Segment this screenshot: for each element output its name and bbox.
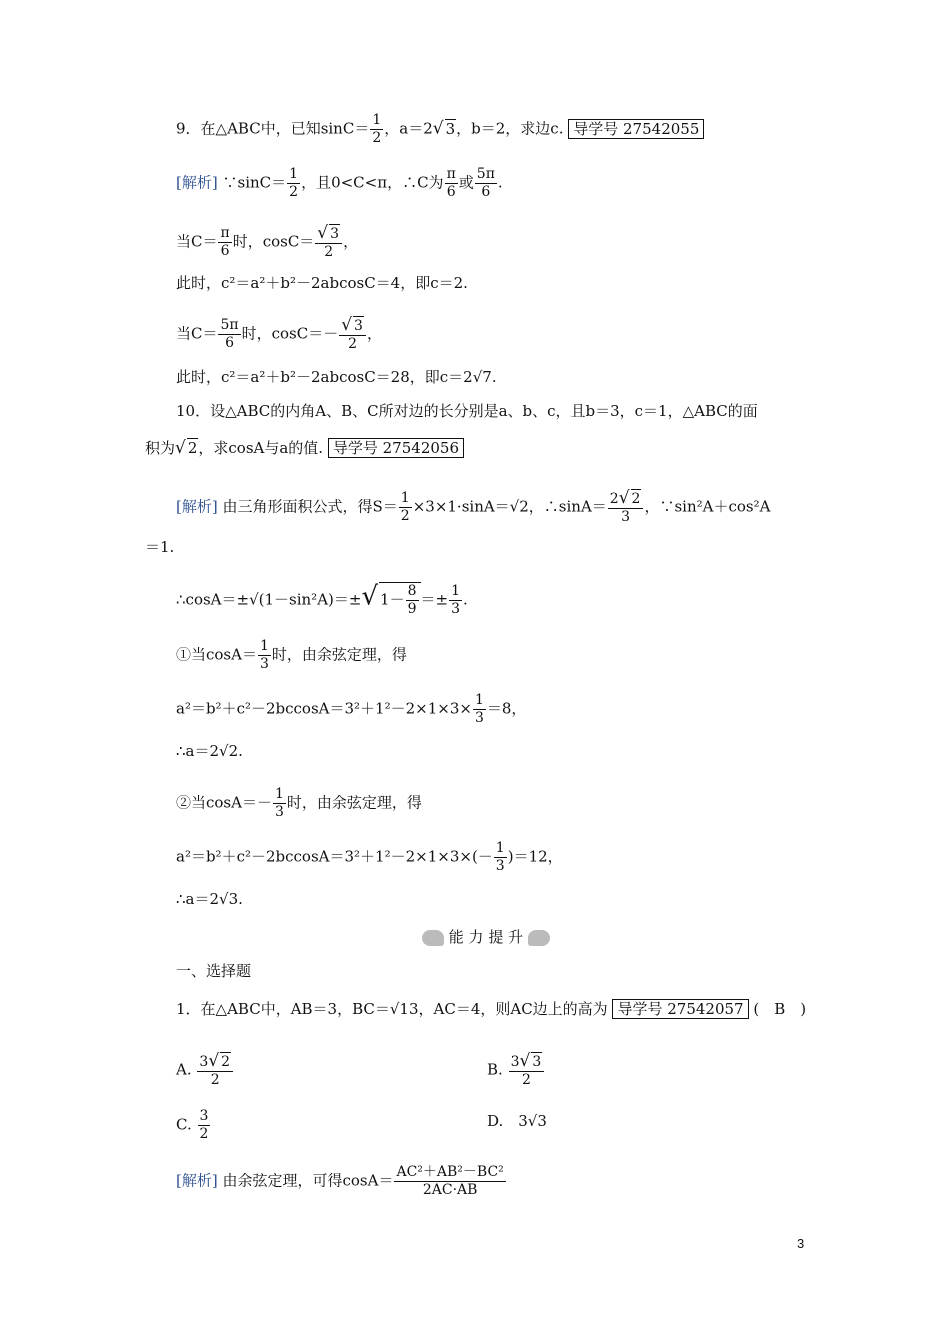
guide-ref-27542056[interactable]: 导学号 27542056 bbox=[328, 438, 464, 458]
sol10-case2-result: ∴a＝2√3. bbox=[176, 890, 243, 908]
option-d[interactable]: D. 3√3 bbox=[487, 1112, 547, 1130]
sol10-line1: [解析] 由三角形面积公式，得S＝ $\frac{1}{2}$ ×3×1·sinA＝√2，∴sinA＝ $\frac{2√ 2}{3}$ ，∵sin²A＋cos²A bbox=[176, 488, 771, 525]
option-c[interactable]: C. $\frac{3}{2}$ bbox=[176, 1108, 209, 1142]
sol10-case2-eq: a²＝b²＋c²－2bccosA＝3²＋1²－2×1×3×(－ $\frac{1}{3}$ )＝12， bbox=[176, 840, 563, 874]
guide-ref-27542057[interactable]: 导学号 27542057 bbox=[612, 999, 748, 1019]
sol9-line3: 此时，c²＝a²＋b²－2abcosC＝4，即c＝2. bbox=[176, 274, 468, 292]
sol10-case1: ①当cosA＝ $\frac{1}{3}$ 时，由余弦定理，得 bbox=[176, 638, 407, 672]
q10-line2: 积为√ 2，求cosA与a的值. 导学号 27542056 bbox=[145, 437, 464, 459]
section-header: 能 力 提 升 bbox=[422, 926, 550, 948]
sol9-line2: 当C＝ $\frac{\pi}{6}$ 时，cosC＝ $\frac{√ 3}{2}$ ， bbox=[176, 223, 359, 260]
section-subtitle: 一、选择题 bbox=[176, 962, 252, 980]
mq1-stem: 1．在△ABC中，AB＝3，BC＝√13，AC＝4，则AC边上的高为 导学号 27542057 ( B ) bbox=[176, 1000, 807, 1018]
sol9-line1: [解析] ∵sinC＝ $\frac{1}{2}$ ，且0<C<π，∴C为 $\frac{\pi}{6}$ 或 $\frac{5\pi}{6}$ . bbox=[176, 166, 503, 200]
guide-ref-27542055[interactable]: 导学号 27542055 bbox=[568, 119, 704, 139]
sol9-line5: 此时，c²＝a²＋b²－2abcosC＝28，即c＝2√7. bbox=[176, 368, 497, 386]
quote-close-icon bbox=[528, 930, 550, 946]
fraction-1-2: $\frac{1}{2}$ bbox=[372, 112, 382, 146]
q9-stem: 9．在△ABC中，已知sinC＝ $\frac{1}{2}$ ，a＝2√ 3，b＝2，求边c. 导学号 27542055 bbox=[176, 112, 704, 147]
quote-open-icon bbox=[422, 930, 444, 946]
sol9-line4: 当C＝ $\frac{5\pi}{6}$ 时，cosC＝－ $\frac{√ 3}{2}$ ， bbox=[176, 315, 382, 352]
page-number: 3 bbox=[797, 1236, 805, 1251]
mq1-solution: [解析] 由余弦定理，可得cosA＝ $\frac{\text{AC²＋AB²－BC²}}{2AC\cdot AB}$ bbox=[176, 1164, 504, 1198]
sol10-case1-result: ∴a＝2√2. bbox=[176, 742, 243, 760]
option-a[interactable]: A. $\frac{3√ 2}{2}$ bbox=[176, 1052, 234, 1089]
q10-line1: 10．设△ABC的内角A、B、C所对边的长分别是a、b、c，且b＝3，c＝1，△ABC的面 bbox=[176, 402, 758, 420]
option-b[interactable]: B. $\frac{3√ 3}{2}$ bbox=[487, 1052, 545, 1089]
sol10-line2: ＝1. bbox=[145, 538, 175, 556]
sol10-case2: ②当cosA＝－ $\frac{1}{3}$ 时，由余弦定理，得 bbox=[176, 786, 422, 820]
sol10-case1-eq: a²＝b²＋c²－2bccosA＝3²＋1²－2×1×3× $\frac{1}{3}$ ＝8， bbox=[176, 692, 527, 726]
sol10-line3: ∴cosA＝±√(1－sin²A)＝±√ 1－ $\frac{8}{9}$ ＝± $\frac{1}{3}$ . bbox=[176, 581, 468, 617]
